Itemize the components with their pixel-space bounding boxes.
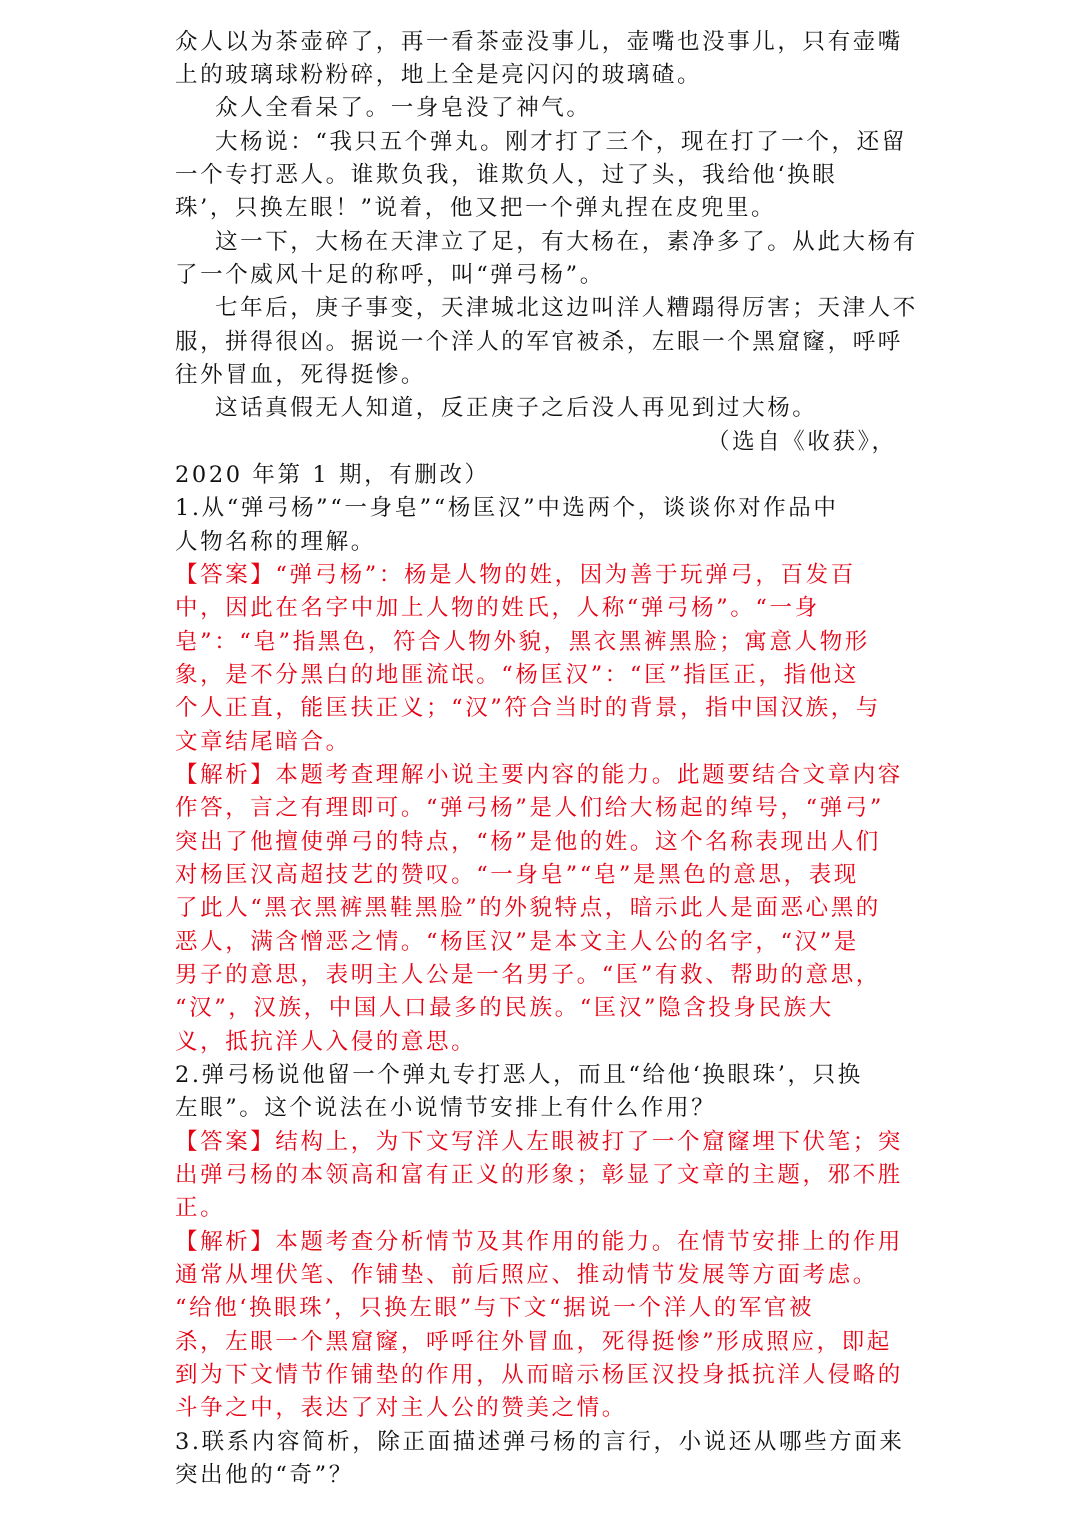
answer-line: 皂”：“皂”指黑色，符合人物外貌，黑衣黑裤黑脸；寓意人物形 xyxy=(175,629,870,655)
text-line: 众人全看呆了。一身皂没了神气。 xyxy=(215,95,592,121)
text-line: 往外冒血，死得挺惨。 xyxy=(175,362,427,388)
analysis-line: 到为下文情节作铺垫的作用，从而暗示杨匡汉投身抵抗洋人侵略的 xyxy=(175,1362,903,1388)
question-1: 人物名称的理解。 xyxy=(175,529,376,555)
text-line: 服，拼得很凶。据说一个洋人的军官被杀，左眼一个黑窟窿，呼呼 xyxy=(175,329,903,355)
analysis-line: “给他‘换眼珠’，只换左眼”与下文“据说一个洋人的军官被 xyxy=(175,1295,815,1321)
answer-line: 【答案】结构上，为下文写洋人左眼被打了一个窟窿埋下伏笔；突 xyxy=(175,1129,903,1155)
analysis-line: 恶人，满含憎恶之情。“杨匡汉”是本文主人公的名字，“汉”是 xyxy=(175,929,859,955)
answer-line: 中，因此在名字中加上人物的姓氏，人称“弹弓杨”。“一身 xyxy=(175,595,820,621)
analysis-line: 义，抵抗洋人入侵的意思。 xyxy=(175,1029,477,1055)
analysis-line: 突出了他擅使弹弓的特点，“杨”是他的姓。这个名称表现出人们 xyxy=(175,829,881,855)
source-citation: 2020 年第 1 期，有删改） xyxy=(175,462,490,488)
analysis-line: 【解析】本题考查理解小说主要内容的能力。此题要结合文章内容 xyxy=(175,762,903,788)
analysis-line: 了此人“黑衣黑裤黑鞋黑脸”的外貌特点，暗示此人是面恶心黑的 xyxy=(175,895,881,921)
question-3: 突出他的“奇”？ xyxy=(175,1462,354,1488)
analysis-line: 男子的意思，表明主人公是一名男子。“匡”有救、帮助的意思， xyxy=(175,962,881,988)
text-line: 七年后，庚子事变，天津城北这边叫洋人糟蹋得厉害；天津人不 xyxy=(215,295,918,321)
question-2: 左眼”。这个说法在小说情节安排上有什么作用？ xyxy=(175,1095,717,1121)
answer-line: 正。 xyxy=(175,1195,226,1221)
analysis-line: 通常从埋伏笔、作铺垫、前后照应、推动情节发展等方面考虑。 xyxy=(175,1262,878,1288)
answer-line: 【答案】“弹弓杨”：杨是人物的姓，因为善于玩弹弓，百发百 xyxy=(175,562,856,588)
text-line: 众人以为茶壶碎了，再一看茶壶没事儿，壶嘴也没事儿，只有壶嘴 xyxy=(175,29,903,55)
answer-line: 个人正直，能匡扶正义；“汉”符合当时的背景，指中国汉族，与 xyxy=(175,695,881,721)
text-line: 了一个威风十足的称呼，叫“弹弓杨”。 xyxy=(175,262,605,288)
analysis-line: 作答，言之有理即可。“弹弓杨”是人们给大杨起的绰号，“弹弓” xyxy=(175,795,885,821)
analysis-line: 对杨匡汉高超技艺的赞叹。“一身皂”“皂”是黑色的意思，表现 xyxy=(175,862,859,888)
text-line: 上的玻璃球粉粉碎，地上全是亮闪闪的玻璃碴。 xyxy=(175,62,703,88)
source-citation: （选自《收获》， xyxy=(707,429,897,455)
question-3: 3.联系内容简析，除正面描述弹弓杨的言行，小说还从哪些方面来 xyxy=(175,1429,905,1455)
analysis-line: 斗争之中，表达了对主人公的赞美之情。 xyxy=(175,1395,627,1421)
analysis-line: “汉”，汉族，中国人口最多的民族。“匡汉”隐含投身民族大 xyxy=(175,995,834,1021)
answer-line: 文章结尾暗合。 xyxy=(175,729,351,755)
text-line: 这一下，大杨在天津立了足，有大杨在，素净多了。从此大杨有 xyxy=(215,229,918,255)
analysis-line: 【解析】本题考查分析情节及其作用的能力。在情节安排上的作用 xyxy=(175,1229,903,1255)
text-line: 一个专打恶人。谁欺负我，谁欺负人，过了头，我给他‘换眼 xyxy=(175,162,838,188)
text-line: 这话真假无人知道，反正庚子之后没人再见到过大杨。 xyxy=(215,395,818,421)
answer-line: 象，是不分黑白的地匪流氓。“杨匡汉”：“匡”指匡正，指他这 xyxy=(175,662,859,688)
question-2: 2.弹弓杨说他留一个弹丸专打恶人，而且“给他‘换眼珠’，只换 xyxy=(175,1062,863,1088)
analysis-line: 杀，左眼一个黑窟窿，呼呼往外冒血，死得挺惨”形成照应，即起 xyxy=(175,1329,892,1355)
question-1: 1.从“弹弓杨”“一身皂”“杨匡汉”中选两个，谈谈你对作品中 xyxy=(175,495,839,521)
answer-line: 出弹弓杨的本领高和富有正义的形象；彰显了文章的主题，邪不胜 xyxy=(175,1162,903,1188)
text-line: 大杨说：“我只五个弹丸。刚才打了三个，现在打了一个，还留 xyxy=(215,129,907,155)
text-line: 珠’，只换左眼！”说着，他又把一个弹丸捏在皮兜里。 xyxy=(175,195,777,221)
